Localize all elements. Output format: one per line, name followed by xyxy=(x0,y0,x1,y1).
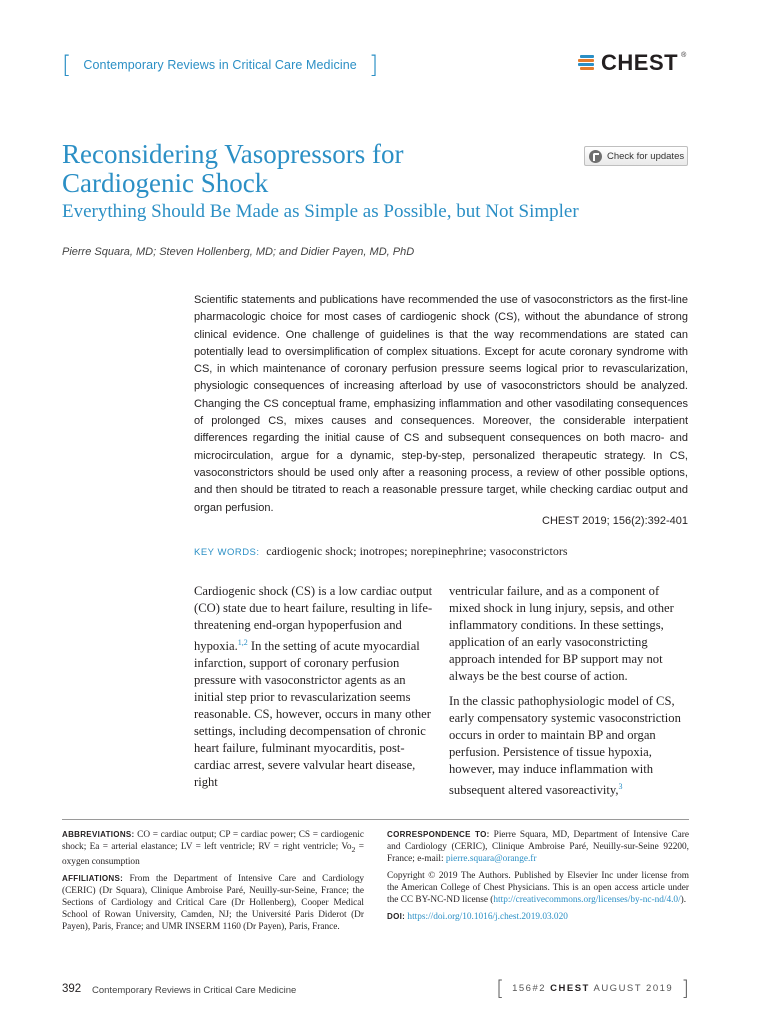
affiliations xyxy=(62,873,364,933)
affiliations-text: From the Department of Intensive Care and Cardiology (CERIC) (Dr Squara), Clinique Ambroise Paré, Neuilly-sur-Seine, France; the Sections of Cardiology and Critical Care (Dr Hollenberg), Cooper Medical School of Rowan University, Camden, NJ; the Université Paris Diderot (Dr Payen), Paris, France; and UMR INSERM 1160 (Dr Payen), Paris, France. xyxy=(62,873,364,932)
body-paragraph xyxy=(194,583,434,791)
copyright-text: Copyright © 2019 The Authors. Published by Elsevier Inc under license from the American College of Chest Physicians. This is an open access article under the CC BY-NC-ND license ( xyxy=(387,871,689,905)
body-paragraph: ventricular failure, and as a component of mixed shock in lung injury, sepsis, and other inflammatory conditions. In these settings, application of an early vasoconstricting approach intended for BP support may not always be the best course of action. xyxy=(449,584,674,683)
article-title: Reconsidering Vasopressors for Cardiogenic Shock xyxy=(62,139,404,198)
section-label-text: Contemporary Reviews in Critical Care Medicine xyxy=(83,58,357,72)
reference-link[interactable]: 1,2 xyxy=(237,638,248,647)
bracket-open: [ xyxy=(496,976,505,1000)
body-text: Cardiogenic shock (CS) is a low cardiac output (CO) state due to heart failure, resulting in life-threatening end-organ hypoperfusion and hypoxia. xyxy=(194,584,433,654)
copyright-text-end: ). xyxy=(680,895,687,905)
correspondence-label: CORRESPONDENCE TO: xyxy=(387,830,490,839)
check-for-updates-button[interactable] xyxy=(584,146,688,166)
footnotes-right xyxy=(387,829,689,928)
page-number: 392 xyxy=(62,983,82,995)
article-authors: Pierre Squara, MD; Steven Hollenberg, MD; and Didier Payen, MD, PhD xyxy=(62,246,415,258)
chest-logo-mark-icon xyxy=(578,54,598,72)
footnote-divider xyxy=(62,819,689,820)
chest-logo xyxy=(578,50,686,76)
section-label xyxy=(62,52,378,78)
correspondence xyxy=(387,829,689,865)
chest-logo-tm: ® xyxy=(681,52,687,59)
correspondence-text: Pierre Squara, MD, Department of Intensive Care and Cardiology (CERIC), Clinique Ambroise Paré, Neuilly-sur-Seine 92200, France; e-mail: xyxy=(387,830,689,864)
body-text: In the classic pathophysiologic model of CS, early compensatory systemic vasoconstriction occurs in order to maintain BP and organ perfusion. Persistence of tissue hypoxia, however, may induce inflammation with subsequent altered vasoreactivity, xyxy=(449,694,681,798)
issue-date: AUGUST 2019 xyxy=(593,982,674,994)
footnotes-left xyxy=(62,829,364,938)
abbreviations-sub: 2 xyxy=(351,844,356,854)
chest-logo-text: CHEST xyxy=(601,50,679,75)
body-text: In the setting of acute myocardial infarction, support of coronary perfusion pressure with vasoconstrictor agents as an initial step prior to revascularization seems reasonable. CS, however, occurs in many other settings, including decompensation of chronic heart failure, fulminant myocarditis, post-cardiac arrest, severe valvular heart disease, right xyxy=(194,639,431,790)
reference-link[interactable]: 3 xyxy=(618,782,623,791)
bracket-close: ] xyxy=(368,51,379,79)
check-for-updates-label: Check for updates xyxy=(607,150,685,162)
copyright xyxy=(387,870,689,906)
license-link[interactable]: http://creativecommons.org/licenses/by-nc-nd/4.0/ xyxy=(493,895,681,905)
abbreviations-label: ABBREVIATIONS: xyxy=(62,830,135,839)
keywords-text: cardiogenic shock; inotropes; norepinephrine; vasoconstrictors xyxy=(266,544,568,558)
body-paragraph xyxy=(449,693,689,799)
abbreviations xyxy=(62,829,364,868)
keywords-label: KEY WORDS: xyxy=(194,547,260,558)
doi xyxy=(387,911,689,923)
page-footer xyxy=(62,976,689,1000)
citation: CHEST 2019; 156(2):392-401 xyxy=(542,515,688,527)
doi-link[interactable]: https://doi.org/10.1016/j.chest.2019.03.020 xyxy=(407,912,568,922)
email-link[interactable]: pierre.squara@orange.fr xyxy=(445,854,537,864)
issue-info xyxy=(496,978,689,998)
abbreviations-text: CO = cardiac output; CP = cardiac power; CS = cardiogenic shock; Ea = arterial elastance; LV = left ventricle; RV = right ventricle; Vo xyxy=(62,830,364,852)
doi-label: DOI: xyxy=(387,912,406,921)
issue-journal: CHEST xyxy=(550,982,590,994)
keywords xyxy=(194,544,568,559)
issue-text xyxy=(504,983,681,994)
abbreviations-text-end: = oxygen consumption xyxy=(62,842,364,867)
body-column-right xyxy=(449,583,689,807)
abstract: Scientific statements and publications have recommended the use of vasoconstrictors as the first-line pharmacologic choice for most cases of cardiogenic shock (CS), without the abundance of strong clinical evidence. One challenge of guidelines is that the way recommendations are stated can potentially lead to oversimplification of complex situations. Except for acute coronary syndrome with CS, in which maintenance of coronary perfusion pressure seems logical prior to revascularization, physiologic consequences of increasing afterload by use of vasoconstrictors should be analyzed. Changing the CS conceptual frame, emphasizing inflammation and other vasodilating consequences of prolonged CS, mixes causes and consequences. Moreover, the considerable interpatient differences regarding the initial cause of CS and subsequent consequences on both macro- and microcirculation, argue for a dynamic, step-by-step, personalized therapeutic strategy. In CS, vasoconstrictors should be used only after a reasoning process, a review of other possible options, and then should be titrated to reach a reasonable pressure target, while checking cardiac output and organ perfusion. xyxy=(194,294,688,514)
bracket-close: ] xyxy=(681,976,689,1000)
footer-section: Contemporary Reviews in Critical Care Medicine xyxy=(92,985,297,996)
bracket-open: [ xyxy=(62,51,72,79)
check-updates-icon xyxy=(589,150,602,163)
body-column-left xyxy=(194,583,434,799)
affiliations-label: AFFILIATIONS: xyxy=(62,873,124,883)
issue-number: 156#2 xyxy=(512,982,547,994)
article-subtitle: Everything Should Be Made as Simple as Possible, but Not Simpler xyxy=(62,201,579,222)
